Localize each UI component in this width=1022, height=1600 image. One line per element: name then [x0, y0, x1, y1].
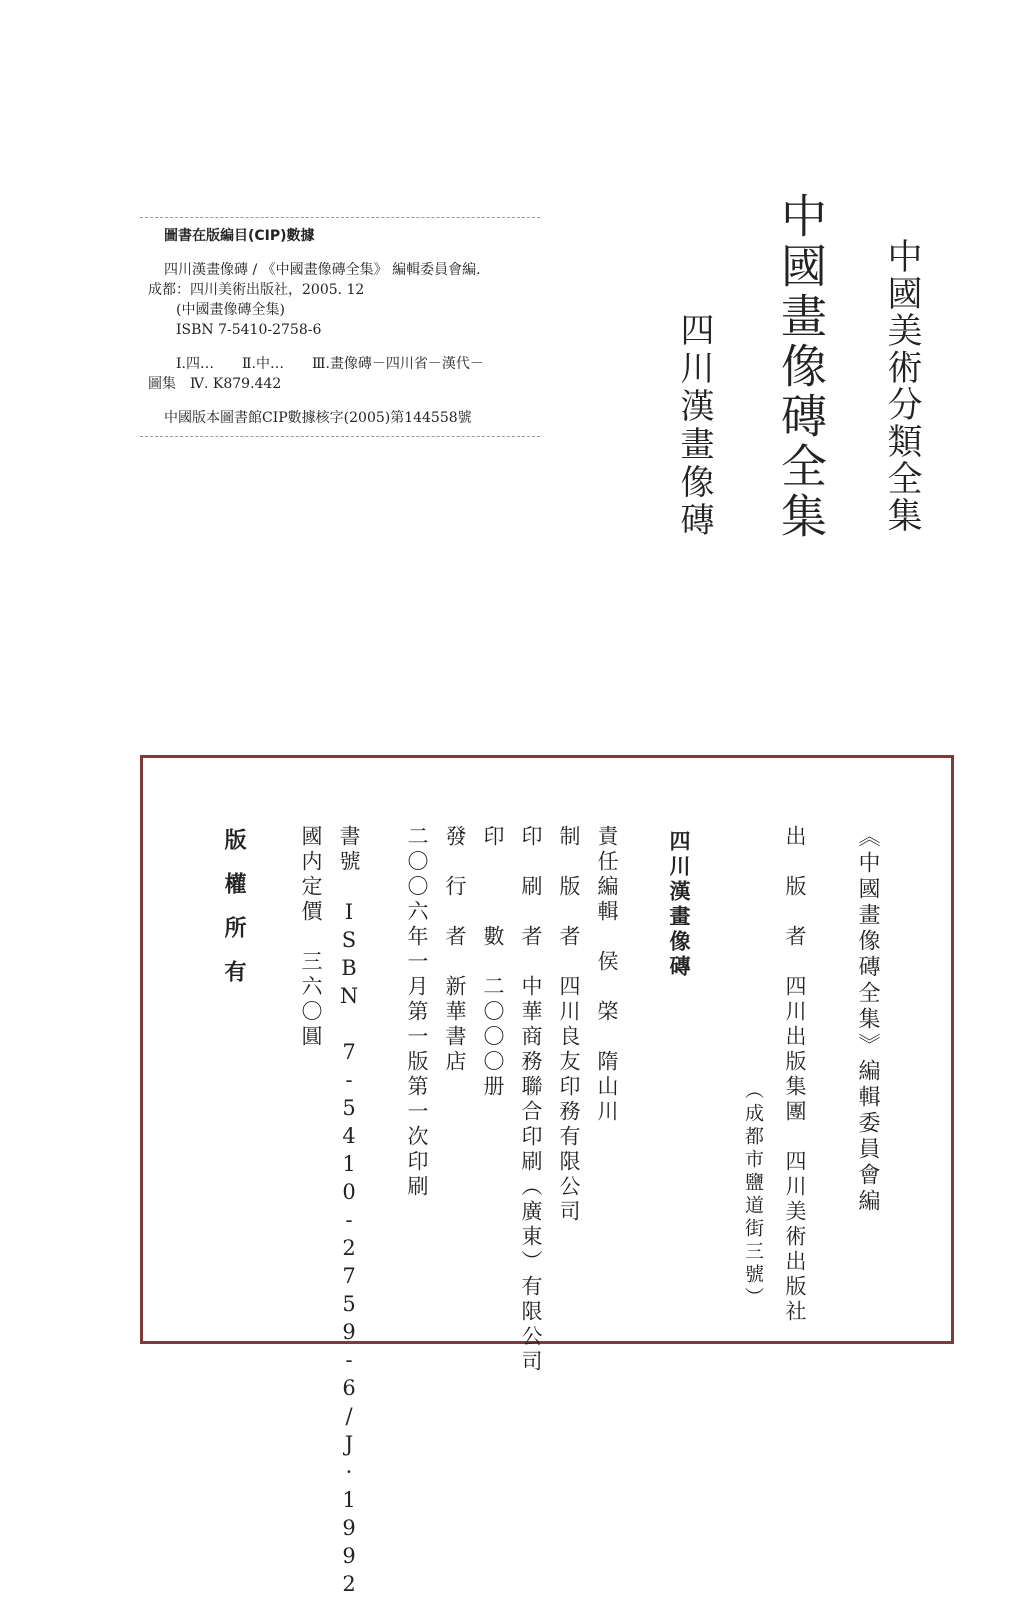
volume-title-small: 四川漢畫像磚 — [667, 830, 691, 980]
print-count-label: 印 數 — [481, 825, 505, 950]
cip-line: (中國畫像磚全集) — [176, 302, 285, 318]
distributor-label: 發 行 者 — [443, 825, 467, 950]
plate-value: 四川良友印務有限公司 — [557, 975, 581, 1225]
cip-heading: 圖書在版編目(CIP)數據 — [164, 228, 315, 244]
publisher-value: 四川出版集團 四川美術出版社 — [783, 975, 807, 1325]
price-label: 國内定價 — [299, 825, 323, 925]
cip-line: 成都：四川美術出版社，2005. 12 — [148, 282, 365, 298]
cip-isbn: ISBN 7-5410-2758-6 — [176, 322, 322, 338]
price-value: 三六〇圓 — [299, 950, 323, 1050]
copyright-frame — [140, 755, 954, 1344]
cip-block — [140, 217, 540, 437]
editor-names: 侯 棨 隋山川 — [595, 950, 619, 1125]
plate-row — [556, 825, 582, 1225]
copyright-notice: 版 權 所 有 — [221, 828, 246, 982]
edition-line: 二〇〇六年一月第一版第一次印刷 — [405, 825, 429, 1200]
volume-title: 四川漢畫像磚 — [674, 312, 714, 540]
distributor-row — [442, 825, 468, 1075]
print-count-row — [480, 825, 506, 1100]
printer-value: 中華商務聯合印刷（廣東）有限公司 — [519, 975, 543, 1375]
editor-row — [594, 825, 620, 1125]
publisher-address: （成都市鹽道街三號） — [742, 1080, 764, 1310]
cip-line: Ⅰ.四… Ⅱ.中… Ⅲ.畫像磚－四川省－漢代－ — [176, 356, 484, 372]
cip-bottom-rule — [140, 436, 540, 437]
print-count-value: 二〇〇〇册 — [481, 975, 505, 1100]
cip-record-number: 中國版本圖書館CIP數據核字(2005)第144558號 — [164, 410, 472, 426]
cip-line: 圖集 Ⅳ. K879.442 — [148, 376, 282, 392]
publisher-label: 出 版 者 — [783, 825, 807, 950]
printer-label: 印 刷 者 — [519, 825, 543, 950]
printer-row — [518, 825, 544, 1375]
series-title: 中國美術分類全集 — [882, 238, 922, 534]
plate-label: 制 版 者 — [557, 825, 581, 950]
isbn-label: 書號 — [337, 825, 361, 875]
publisher-row — [782, 825, 808, 1325]
editor-org: 《中國畫像磚全集》編輯委員會編 — [855, 825, 880, 1215]
price-row — [298, 825, 324, 1050]
isbn-row — [336, 825, 362, 1600]
cip-top-rule — [140, 217, 540, 218]
distributor-value: 新華書店 — [443, 975, 467, 1075]
main-title: 中國畫像磚全集 — [774, 192, 828, 542]
cip-line: 四川漢畫像磚 / 《中國畫像磚全集》 編輯委員會編. — [164, 262, 481, 278]
isbn-value: ISBN 7-5410-2759-6/J·1992 — [337, 900, 361, 1600]
editor-label: 責任編輯 — [595, 825, 619, 925]
